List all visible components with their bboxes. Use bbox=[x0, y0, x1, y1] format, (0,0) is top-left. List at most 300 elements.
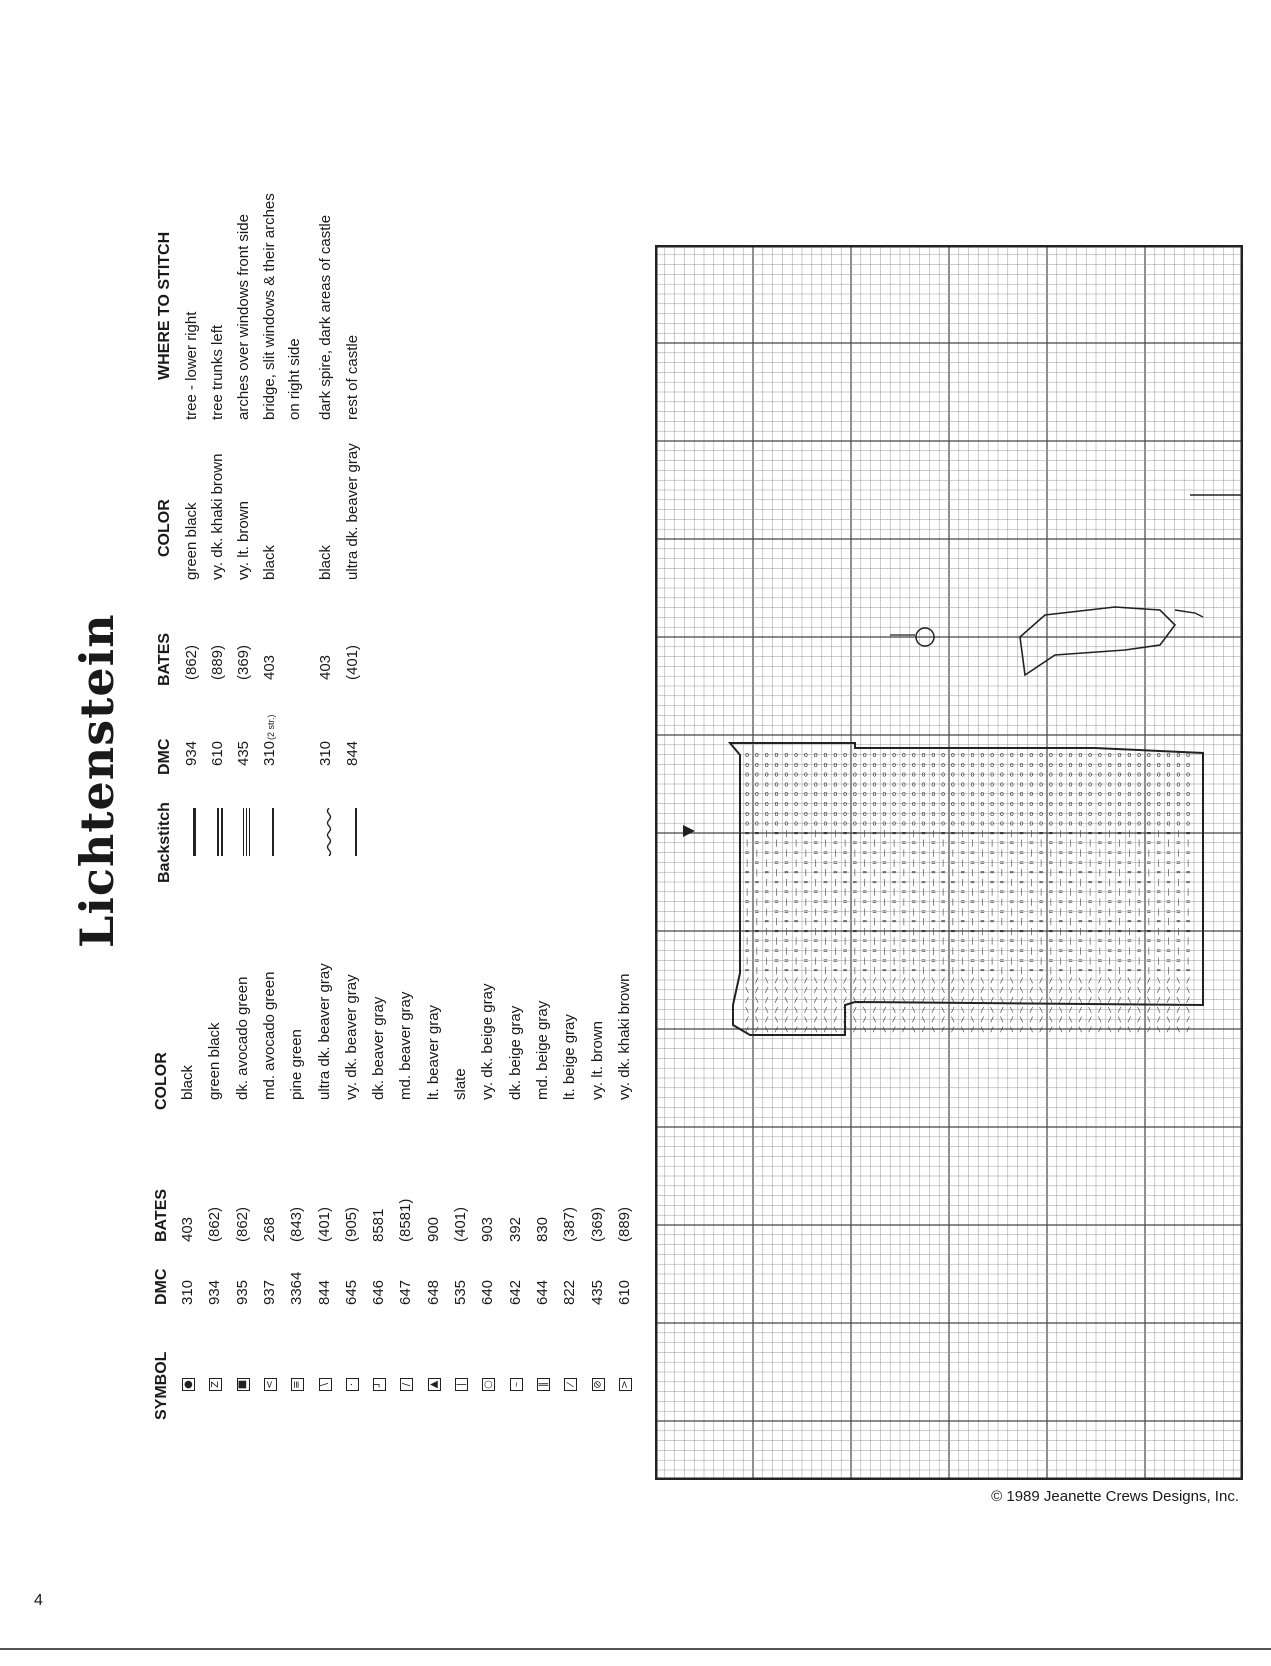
svg-text:=: = bbox=[803, 907, 809, 916]
svg-text:|: | bbox=[892, 839, 897, 848]
svg-text:=: = bbox=[774, 878, 779, 887]
svg-text:=: = bbox=[872, 849, 877, 857]
svg-text:o: o bbox=[950, 800, 956, 808]
svg-text:|: | bbox=[1137, 888, 1142, 897]
svg-text:=: = bbox=[813, 947, 818, 955]
svg-text:/: / bbox=[872, 996, 877, 1004]
svg-text:o: o bbox=[1058, 751, 1063, 759]
svg-text:=: = bbox=[745, 849, 750, 857]
svg-text:=: = bbox=[931, 868, 936, 877]
svg-text:/: / bbox=[960, 1015, 965, 1024]
svg-text:o: o bbox=[794, 809, 799, 818]
svg-text:|: | bbox=[1029, 878, 1034, 887]
triangle-icon bbox=[428, 1378, 441, 1391]
svg-text:=: = bbox=[1048, 888, 1054, 897]
svg-text:/: / bbox=[1039, 996, 1044, 1004]
svg-text:|: | bbox=[833, 947, 838, 955]
svg-text:o: o bbox=[1166, 780, 1171, 789]
svg-text:o: o bbox=[941, 790, 946, 799]
svg-text:o: o bbox=[1019, 780, 1024, 789]
svg-text:\: \ bbox=[1117, 1015, 1122, 1024]
svg-text:\: \ bbox=[745, 1005, 750, 1014]
svg-text:|: | bbox=[784, 898, 789, 906]
svg-text:o: o bbox=[882, 790, 887, 799]
svg-text:o: o bbox=[813, 770, 818, 779]
svg-text:|: | bbox=[1107, 878, 1112, 887]
svg-text:o: o bbox=[843, 819, 848, 828]
svg-text:o: o bbox=[745, 751, 750, 759]
svg-text:|: | bbox=[1176, 927, 1181, 936]
svg-text:|: | bbox=[950, 966, 956, 975]
svg-text:/: / bbox=[754, 986, 760, 995]
svg-text:o: o bbox=[1176, 780, 1181, 789]
svg-text:|: | bbox=[813, 927, 818, 936]
svg-text:|: | bbox=[1058, 878, 1063, 887]
svg-text:|: | bbox=[764, 829, 769, 838]
svg-text:=: = bbox=[1097, 839, 1103, 848]
svg-text:o: o bbox=[813, 819, 818, 828]
svg-text:o: o bbox=[1176, 819, 1181, 828]
svg-text:=: = bbox=[1088, 849, 1093, 857]
svg-text:/: / bbox=[1068, 1005, 1073, 1014]
legend-bates: (843) bbox=[288, 1206, 306, 1242]
svg-text:=: = bbox=[794, 849, 799, 857]
svg-text:|: | bbox=[1078, 849, 1083, 857]
legend-bates: (369) bbox=[588, 1206, 606, 1242]
svg-text:|: | bbox=[1068, 966, 1073, 975]
legend-color: md. beige gray bbox=[533, 1000, 551, 1100]
svg-text:\: \ bbox=[882, 996, 887, 1004]
svg-text:=: = bbox=[990, 927, 995, 936]
svg-text:o: o bbox=[852, 800, 858, 808]
svg-text:=: = bbox=[745, 917, 750, 926]
svg-text:/: / bbox=[1137, 976, 1142, 985]
svg-text:=: = bbox=[764, 917, 769, 926]
svg-text:|: | bbox=[1107, 927, 1112, 936]
svg-text:\: \ bbox=[1029, 1025, 1034, 1034]
svg-text:/: / bbox=[990, 976, 995, 985]
svg-text:=: = bbox=[999, 878, 1005, 887]
svg-text:/: / bbox=[1058, 996, 1063, 1004]
svg-text:=: = bbox=[1186, 927, 1191, 936]
legend-symbol-glyph: ‖ bbox=[537, 1382, 549, 1387]
svg-text:\: \ bbox=[892, 986, 897, 995]
grid-lines bbox=[655, 245, 1243, 1480]
svg-text:o: o bbox=[911, 780, 916, 789]
svg-text:o: o bbox=[1058, 800, 1063, 808]
svg-text:=: = bbox=[1137, 829, 1142, 838]
svg-text:/: / bbox=[745, 976, 750, 985]
svg-text:=: = bbox=[1137, 898, 1142, 906]
svg-text:o: o bbox=[784, 790, 789, 799]
svg-text:=: = bbox=[1166, 927, 1171, 936]
svg-text:o: o bbox=[960, 809, 965, 818]
svg-text:|: | bbox=[813, 907, 818, 916]
svg-text:o: o bbox=[1088, 819, 1093, 828]
svg-text:=: = bbox=[813, 966, 818, 975]
svg-text:|: | bbox=[980, 898, 985, 906]
svg-text:o: o bbox=[911, 790, 916, 799]
svg-text:\: \ bbox=[999, 1015, 1005, 1024]
svg-text:=: = bbox=[823, 947, 828, 955]
svg-text:|: | bbox=[1019, 888, 1024, 897]
svg-text:=: = bbox=[1009, 839, 1014, 848]
svg-text:o: o bbox=[1009, 790, 1014, 799]
svg-text:|: | bbox=[1009, 907, 1014, 916]
svg-text:o: o bbox=[970, 800, 975, 808]
svg-text:/: / bbox=[941, 976, 946, 985]
copyright-text: © 1989 Jeanette Crews Designs, Inc. bbox=[991, 1488, 1239, 1505]
svg-text:=: = bbox=[950, 956, 956, 965]
svg-text:|: | bbox=[980, 849, 985, 857]
svg-text:o: o bbox=[833, 770, 838, 779]
z-icon bbox=[209, 1378, 222, 1391]
svg-text:|: | bbox=[911, 907, 916, 916]
svg-text:\: \ bbox=[1127, 1025, 1132, 1034]
svg-text:o: o bbox=[745, 760, 750, 769]
svg-text:=: = bbox=[960, 966, 965, 975]
svg-text:|: | bbox=[1088, 956, 1093, 965]
svg-text:o: o bbox=[794, 760, 799, 769]
svg-text:|: | bbox=[1019, 868, 1024, 877]
svg-text:o: o bbox=[950, 751, 956, 759]
svg-text:=: = bbox=[1146, 839, 1152, 848]
svg-text:=: = bbox=[1107, 868, 1112, 877]
svg-text:|: | bbox=[1137, 907, 1142, 916]
svg-text:=: = bbox=[901, 956, 907, 965]
svg-text:o: o bbox=[882, 819, 887, 828]
svg-text:|: | bbox=[833, 878, 838, 887]
svg-text:|: | bbox=[1048, 849, 1054, 857]
svg-text:o: o bbox=[921, 809, 926, 818]
svg-text:o: o bbox=[941, 800, 946, 808]
svg-text:/: / bbox=[1176, 1005, 1181, 1014]
svg-text:=: = bbox=[960, 917, 965, 926]
svg-text:\: \ bbox=[1107, 1025, 1112, 1034]
svg-text:=: = bbox=[901, 888, 907, 897]
svg-text:o: o bbox=[1156, 760, 1161, 769]
svg-text:=: = bbox=[833, 907, 838, 916]
svg-text:|: | bbox=[1058, 907, 1063, 916]
svg-text:=: = bbox=[794, 878, 799, 887]
svg-text:|: | bbox=[1107, 956, 1112, 965]
svg-text:=: = bbox=[882, 937, 887, 946]
svg-text:=: = bbox=[1107, 898, 1112, 906]
svg-text:\: \ bbox=[1156, 1025, 1161, 1034]
svg-text:/: / bbox=[813, 1015, 818, 1024]
svg-text:\: \ bbox=[911, 1005, 916, 1014]
svg-text:|: | bbox=[970, 937, 975, 946]
legend-bates: (862) bbox=[233, 1206, 251, 1242]
svg-text:/: / bbox=[803, 1005, 809, 1014]
svg-text:/: / bbox=[1019, 996, 1024, 1004]
svg-text:|: | bbox=[1137, 937, 1142, 946]
svg-text:o: o bbox=[1039, 809, 1044, 818]
svg-text:|: | bbox=[1176, 849, 1181, 857]
svg-text:|: | bbox=[882, 898, 887, 906]
svg-text:/: / bbox=[862, 996, 867, 1004]
svg-text:=: = bbox=[1029, 907, 1034, 916]
svg-text:o: o bbox=[754, 790, 760, 799]
svg-text:=: = bbox=[970, 927, 975, 936]
svg-text:o: o bbox=[990, 800, 995, 808]
svg-text:o: o bbox=[1068, 790, 1073, 799]
svg-text:\: \ bbox=[960, 1005, 965, 1014]
svg-text:o: o bbox=[950, 790, 956, 799]
legend-symbol-glyph: ≡ bbox=[292, 1380, 304, 1389]
svg-text:|: | bbox=[862, 829, 867, 838]
svg-text:=: = bbox=[1146, 888, 1152, 897]
corner-icon bbox=[373, 1378, 386, 1391]
svg-text:=: = bbox=[1088, 829, 1093, 838]
legend-color: lt. beaver gray bbox=[424, 1004, 442, 1100]
svg-text:o: o bbox=[1117, 819, 1122, 828]
svg-text:|: | bbox=[1186, 888, 1191, 897]
svg-text:|: | bbox=[911, 956, 916, 965]
svg-text:|: | bbox=[774, 868, 779, 877]
svg-text:|: | bbox=[882, 927, 887, 936]
svg-text:|: | bbox=[1097, 947, 1103, 955]
svg-text:o: o bbox=[1137, 751, 1142, 759]
legend-symbol-glyph: ○ bbox=[483, 1380, 495, 1389]
svg-text:o: o bbox=[1146, 790, 1152, 799]
svg-text:|: | bbox=[1127, 927, 1132, 936]
svg-text:|: | bbox=[872, 937, 877, 946]
svg-text:|: | bbox=[950, 849, 956, 857]
svg-text:|: | bbox=[1078, 898, 1083, 906]
svg-text:/: / bbox=[941, 1015, 946, 1024]
svg-text:o: o bbox=[1146, 780, 1152, 789]
svg-text:=: = bbox=[764, 868, 769, 877]
svg-text:=: = bbox=[901, 937, 907, 946]
svg-text:\: \ bbox=[950, 1015, 956, 1024]
backstitch-header-bates: BATES bbox=[156, 632, 173, 686]
svg-text:\: \ bbox=[764, 1025, 769, 1034]
svg-text:=: = bbox=[1039, 917, 1044, 926]
svg-text:o: o bbox=[999, 770, 1005, 779]
svg-text:=: = bbox=[1166, 898, 1171, 906]
svg-text:/: / bbox=[980, 1015, 985, 1024]
svg-text:o: o bbox=[843, 790, 848, 799]
svg-text:o: o bbox=[1019, 751, 1024, 759]
svg-text:|: | bbox=[980, 947, 985, 955]
svg-text:/: / bbox=[754, 1005, 760, 1014]
svg-text:|: | bbox=[872, 839, 877, 848]
svg-text:/: / bbox=[745, 1025, 750, 1034]
svg-text:o: o bbox=[1058, 809, 1063, 818]
svg-text:o: o bbox=[833, 751, 838, 759]
svg-text:|: | bbox=[843, 937, 848, 946]
svg-text:=: = bbox=[784, 888, 789, 897]
svg-text:=: = bbox=[941, 917, 946, 926]
svg-text:|: | bbox=[784, 927, 789, 936]
svg-text:=: = bbox=[774, 849, 779, 857]
svg-text:|: | bbox=[882, 849, 887, 857]
svg-text:=: = bbox=[911, 937, 916, 946]
svg-text:=: = bbox=[950, 907, 956, 916]
svg-text:o: o bbox=[1088, 809, 1093, 818]
svg-text:\: \ bbox=[813, 1025, 818, 1034]
svg-text:=: = bbox=[843, 947, 848, 955]
svg-text:|: | bbox=[970, 868, 975, 877]
svg-text:o: o bbox=[872, 760, 877, 769]
svg-text:=: = bbox=[774, 829, 779, 838]
svg-text:|: | bbox=[794, 839, 799, 848]
svg-text:o: o bbox=[1078, 751, 1083, 759]
svg-text:=: = bbox=[813, 937, 818, 946]
svg-text:/: / bbox=[1097, 976, 1103, 985]
svg-text:o: o bbox=[1078, 800, 1083, 808]
svg-text:/: / bbox=[774, 1005, 779, 1014]
svg-text:o: o bbox=[1019, 809, 1024, 818]
svg-text:|: | bbox=[764, 956, 769, 965]
svg-text:o: o bbox=[852, 809, 858, 818]
svg-text:o: o bbox=[852, 751, 858, 759]
svg-text:\: \ bbox=[1009, 1025, 1014, 1034]
svg-text:\: \ bbox=[1019, 986, 1024, 995]
backstitch-line-triple bbox=[243, 808, 251, 856]
svg-text:o: o bbox=[931, 800, 936, 808]
svg-text:o: o bbox=[1068, 780, 1073, 789]
svg-text:\: \ bbox=[872, 986, 877, 995]
svg-text:|: | bbox=[784, 829, 789, 838]
page-bottom-rule bbox=[0, 1648, 1271, 1650]
svg-text:=: = bbox=[843, 829, 848, 838]
svg-text:=: = bbox=[1029, 966, 1034, 975]
svg-text:o: o bbox=[892, 819, 897, 828]
svg-text:o: o bbox=[921, 770, 926, 779]
svg-text:=: = bbox=[803, 839, 809, 848]
svg-text:|: | bbox=[1127, 849, 1132, 857]
svg-text:o: o bbox=[803, 780, 809, 789]
backstitch-color: vy. lt. brown bbox=[235, 501, 252, 580]
svg-text:=: = bbox=[745, 947, 750, 955]
svg-text:o: o bbox=[1068, 760, 1073, 769]
svg-text:|: | bbox=[1156, 858, 1161, 867]
svg-text:|: | bbox=[1117, 868, 1122, 877]
legend-dmc: 310 bbox=[179, 1279, 196, 1305]
svg-text:o: o bbox=[745, 780, 750, 789]
svg-text:/: / bbox=[941, 1025, 946, 1034]
svg-text:o: o bbox=[764, 819, 769, 828]
svg-text:|: | bbox=[843, 907, 848, 916]
svg-text:=: = bbox=[1058, 966, 1063, 975]
svg-text:/: / bbox=[784, 986, 789, 995]
svg-text:|: | bbox=[892, 888, 897, 897]
svg-text:=: = bbox=[1068, 849, 1073, 857]
svg-text:=: = bbox=[852, 839, 858, 848]
svg-text:o: o bbox=[862, 780, 867, 789]
svg-text:o: o bbox=[1039, 780, 1044, 789]
svg-text:/: / bbox=[852, 986, 858, 995]
svg-text:|: | bbox=[1176, 947, 1181, 955]
svg-text:=: = bbox=[931, 907, 936, 916]
svg-text:|: | bbox=[1097, 868, 1103, 877]
svg-text:|: | bbox=[1186, 937, 1191, 946]
backstitch-line-single bbox=[269, 808, 277, 856]
svg-text:|: | bbox=[794, 956, 799, 965]
svg-text:o: o bbox=[833, 790, 838, 799]
svg-text:\: \ bbox=[1107, 1005, 1112, 1014]
legend-dmc: 640 bbox=[479, 1279, 497, 1305]
svg-text:\: \ bbox=[931, 1025, 936, 1034]
svg-text:\: \ bbox=[882, 976, 887, 985]
svg-text:o: o bbox=[970, 770, 975, 779]
svg-text:=: = bbox=[1186, 966, 1191, 975]
svg-text:=: = bbox=[960, 849, 965, 857]
svg-text:=: = bbox=[1186, 947, 1191, 955]
svg-text:o: o bbox=[960, 790, 965, 799]
svg-text:=: = bbox=[774, 858, 779, 867]
svg-text:o: o bbox=[921, 751, 926, 759]
svg-text:|: | bbox=[843, 888, 848, 897]
svg-text:|: | bbox=[999, 868, 1005, 877]
svg-text:|: | bbox=[754, 966, 760, 975]
svg-text:/: / bbox=[990, 996, 995, 1004]
svg-text:|: | bbox=[960, 829, 965, 838]
svg-text:=: = bbox=[999, 907, 1005, 916]
svg-text:=: = bbox=[1137, 966, 1142, 975]
legend-symbol-glyph: · bbox=[346, 1382, 358, 1387]
svg-text:=: = bbox=[1019, 947, 1024, 955]
svg-text:\: \ bbox=[843, 986, 848, 995]
svg-text:\: \ bbox=[1029, 976, 1034, 985]
svg-text:\: \ bbox=[990, 1005, 995, 1014]
svg-text:=: = bbox=[1146, 907, 1152, 916]
svg-text:=: = bbox=[999, 927, 1005, 936]
svg-text:=: = bbox=[1107, 966, 1112, 975]
svg-text:=: = bbox=[843, 927, 848, 936]
svg-text:o: o bbox=[1058, 790, 1063, 799]
svg-text:|: | bbox=[1009, 858, 1014, 867]
legend-color: ultra dk. beaver gray bbox=[315, 963, 333, 1100]
svg-text:/: / bbox=[823, 976, 828, 985]
svg-text:o: o bbox=[999, 760, 1005, 769]
svg-text:\: \ bbox=[745, 986, 750, 995]
svg-text:|: | bbox=[803, 917, 809, 926]
svg-text:|: | bbox=[1137, 956, 1142, 965]
svg-text:o: o bbox=[1176, 751, 1181, 759]
svg-text:|: | bbox=[921, 937, 926, 946]
svg-text:|: | bbox=[950, 917, 956, 926]
svg-text:|: | bbox=[1137, 839, 1142, 848]
svg-text:o: o bbox=[1058, 760, 1063, 769]
svg-text:=: = bbox=[843, 878, 848, 887]
svg-text:o: o bbox=[1068, 751, 1073, 759]
svg-text:=: = bbox=[754, 927, 760, 936]
svg-text:=: = bbox=[931, 937, 936, 946]
svg-text:/: / bbox=[960, 996, 965, 1004]
svg-text:/: / bbox=[1078, 1015, 1083, 1024]
svg-text:o: o bbox=[754, 770, 760, 779]
svg-text:=: = bbox=[1097, 956, 1103, 965]
svg-text:o: o bbox=[960, 780, 965, 789]
backstitch-color: vy. dk. khaki brown bbox=[209, 453, 226, 580]
svg-text:/: / bbox=[1078, 1005, 1083, 1014]
svg-text:o: o bbox=[1029, 800, 1034, 808]
svg-text:=: = bbox=[950, 858, 956, 867]
svg-text:o: o bbox=[1078, 790, 1083, 799]
svg-text:|: | bbox=[803, 898, 809, 906]
svg-text:=: = bbox=[1176, 937, 1181, 946]
svg-text:=: = bbox=[833, 839, 838, 848]
svg-text:o: o bbox=[803, 800, 809, 808]
svg-text:/: / bbox=[1107, 986, 1112, 995]
svg-text:o: o bbox=[1156, 790, 1161, 799]
svg-text:=: = bbox=[1176, 966, 1181, 975]
svg-text:/: / bbox=[1019, 976, 1024, 985]
svg-text:=: = bbox=[1107, 947, 1112, 955]
